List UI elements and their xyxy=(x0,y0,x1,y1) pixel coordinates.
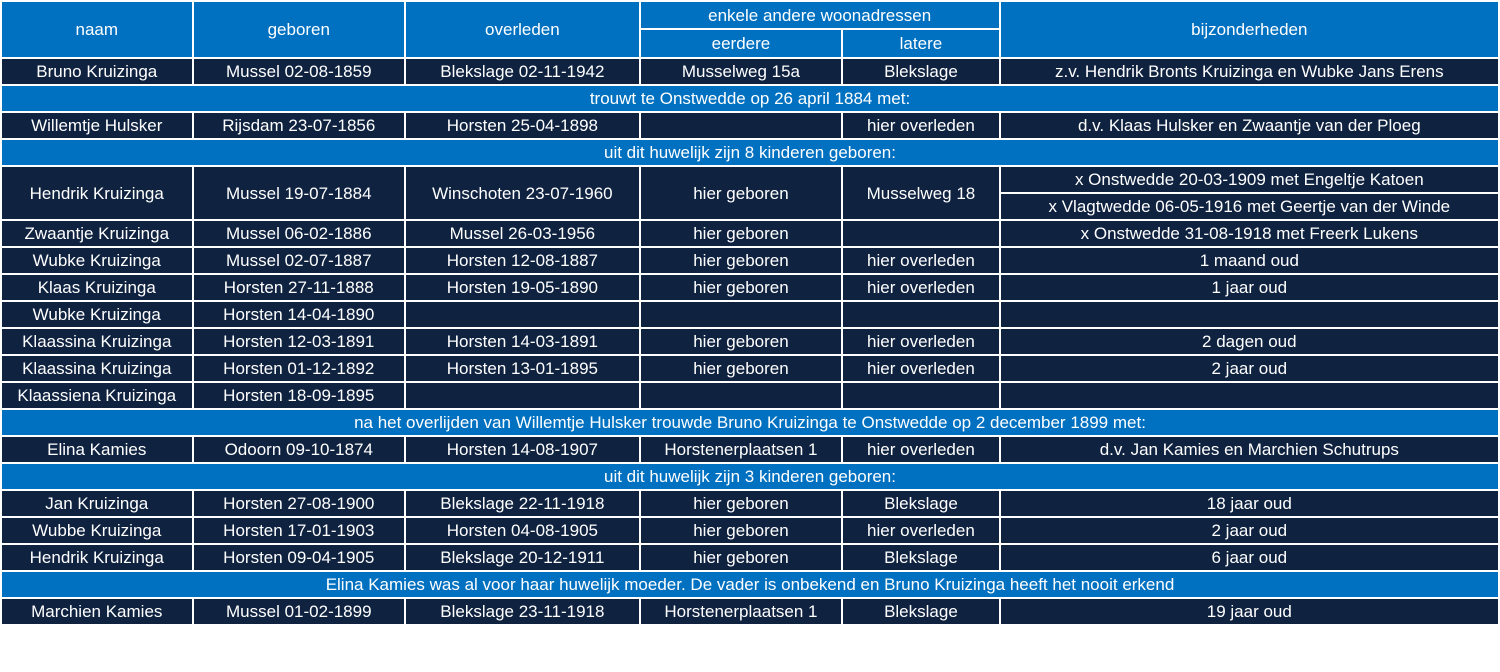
birth-cell: Mussel 02-08-1859 xyxy=(194,59,405,84)
birth-cell: Horsten 12-03-1891 xyxy=(194,329,405,354)
death-cell: Horsten 14-03-1891 xyxy=(406,329,639,354)
note-row xyxy=(2,464,1498,489)
remarks-cell: z.v. Hendrik Bronts Kruizinga en Wubke Jans Erens xyxy=(1001,59,1498,84)
death-cell: Blekslage 02-11-1942 xyxy=(406,59,639,84)
table-body xyxy=(2,59,1498,624)
later-address-cell: Blekslage xyxy=(843,599,998,624)
later-address-cell: hier overleden xyxy=(843,518,998,543)
birth-cell: Odoorn 09-10-1874 xyxy=(194,437,405,462)
person-row xyxy=(2,221,1498,246)
birth-cell: Horsten 27-11-1888 xyxy=(194,275,405,300)
earlier-address-cell: hier geboren xyxy=(641,275,842,300)
earlier-address-cell: hier geboren xyxy=(641,356,842,381)
note-text: na het overlijden van Willemtje Hulsker trouwde Bruno Kruizinga te Onstwedde op 2 december 1899 met: xyxy=(2,410,1498,435)
birth-cell: Mussel 01-02-1899 xyxy=(194,599,405,624)
remarks-cell: x Onstwedde 31-08-1918 met Freerk Lukens xyxy=(1001,221,1498,246)
later-address-cell xyxy=(843,383,998,408)
remarks-cell: 2 dagen oud xyxy=(1001,329,1498,354)
later-address-cell: hier overleden xyxy=(843,113,998,138)
person-row xyxy=(2,518,1498,543)
death-cell: Horsten 04-08-1905 xyxy=(406,518,639,543)
remarks-cell: x Vlagtwedde 06-05-1916 met Geertje van der Winde xyxy=(1001,194,1498,219)
later-address-cell: Musselweg 18 xyxy=(843,167,998,219)
later-address-cell: Blekslage xyxy=(843,59,998,84)
later-address-cell: Blekslage xyxy=(843,491,998,516)
note-row xyxy=(2,410,1498,435)
birth-cell: Horsten 27-08-1900 xyxy=(194,491,405,516)
person-row xyxy=(2,599,1498,624)
person-row xyxy=(2,329,1498,354)
later-address-cell: hier overleden xyxy=(843,329,998,354)
note-text: uit dit huwelijk zijn 3 kinderen geboren: xyxy=(2,464,1498,489)
later-address-cell xyxy=(843,221,998,246)
note-text: uit dit huwelijk zijn 8 kinderen geboren: xyxy=(2,140,1498,165)
header-latere: latere xyxy=(843,30,998,57)
person-name: Wubke Kruizinga xyxy=(2,248,192,273)
later-address-cell: hier overleden xyxy=(843,275,998,300)
birth-cell: Mussel 19-07-1884 xyxy=(194,167,405,219)
person-name: Hendrik Kruizinga xyxy=(2,167,192,219)
later-address-cell: hier overleden xyxy=(843,437,998,462)
earlier-address-cell: hier geboren xyxy=(641,167,842,219)
earlier-address-cell xyxy=(641,302,842,327)
header-woonadressen: enkele andere woonadressen xyxy=(641,2,999,28)
birth-cell: Horsten 17-01-1903 xyxy=(194,518,405,543)
header-bijzonderheden: bijzonderheden xyxy=(1001,2,1498,57)
earlier-address-cell: hier geboren xyxy=(641,545,842,570)
later-address-cell: Blekslage xyxy=(843,545,998,570)
remarks-cell xyxy=(1001,302,1498,327)
note-row xyxy=(2,86,1498,111)
earlier-address-cell: hier geboren xyxy=(641,518,842,543)
header-geboren: geboren xyxy=(194,2,405,57)
later-address-cell: hier overleden xyxy=(843,248,998,273)
person-row xyxy=(2,545,1498,570)
person-name: Klaas Kruizinga xyxy=(2,275,192,300)
note-row xyxy=(2,572,1498,597)
earlier-address-cell: hier geboren xyxy=(641,248,842,273)
death-cell: Horsten 14-08-1907 xyxy=(406,437,639,462)
remarks-cell: 19 jaar oud xyxy=(1001,599,1498,624)
later-address-cell xyxy=(843,302,998,327)
person-name: Willemtje Hulsker xyxy=(2,113,192,138)
remarks-cell xyxy=(1001,383,1498,408)
remarks-cell: 1 maand oud xyxy=(1001,248,1498,273)
person-name: Marchien Kamies xyxy=(2,599,192,624)
remarks-cell: 2 jaar oud xyxy=(1001,356,1498,381)
person-name: Bruno Kruizinga xyxy=(2,59,192,84)
remarks-cell: 18 jaar oud xyxy=(1001,491,1498,516)
person-name: Wubke Kruizinga xyxy=(2,302,192,327)
person-name: Elina Kamies xyxy=(2,437,192,462)
table-header xyxy=(2,2,1498,57)
person-name: Zwaantje Kruizinga xyxy=(2,221,192,246)
header-overleden: overleden xyxy=(406,2,639,57)
earlier-address-cell: hier geboren xyxy=(641,221,842,246)
person-row xyxy=(2,248,1498,273)
birth-cell: Horsten 14-04-1890 xyxy=(194,302,405,327)
death-cell: Horsten 25-04-1898 xyxy=(406,113,639,138)
note-text: Elina Kamies was al voor haar huwelijk moeder. De vader is onbekend en Bruno Kruizinga heeft het nooit erkend xyxy=(2,572,1498,597)
death-cell: Horsten 13-01-1895 xyxy=(406,356,639,381)
person-row xyxy=(2,356,1498,381)
death-cell: Mussel 26-03-1956 xyxy=(406,221,639,246)
birth-cell: Mussel 06-02-1886 xyxy=(194,221,405,246)
person-name: Hendrik Kruizinga xyxy=(2,545,192,570)
earlier-address-cell: Horstenerplaatsen 1 xyxy=(641,437,842,462)
death-cell: Blekslage 20-12-1911 xyxy=(406,545,639,570)
person-name: Klaassina Kruizinga xyxy=(2,356,192,381)
earlier-address-cell xyxy=(641,383,842,408)
birth-cell: Rijsdam 23-07-1856 xyxy=(194,113,405,138)
person-row xyxy=(2,59,1498,84)
death-cell: Horsten 12-08-1887 xyxy=(406,248,639,273)
earlier-address-cell: Horstenerplaatsen 1 xyxy=(641,599,842,624)
remarks-cell: d.v. Jan Kamies en Marchien Schutrups xyxy=(1001,437,1498,462)
remarks-cell: 1 jaar oud xyxy=(1001,275,1498,300)
header-naam: naam xyxy=(2,2,192,57)
person-row xyxy=(2,383,1498,408)
person-row xyxy=(2,167,1498,192)
person-row xyxy=(2,491,1498,516)
person-name: Jan Kruizinga xyxy=(2,491,192,516)
death-cell xyxy=(406,383,639,408)
death-cell: Blekslage 23-11-1918 xyxy=(406,599,639,624)
person-row xyxy=(2,437,1498,462)
death-cell: Horsten 19-05-1890 xyxy=(406,275,639,300)
person-name: Wubbe Kruizinga xyxy=(2,518,192,543)
person-name: Klaassiena Kruizinga xyxy=(2,383,192,408)
earlier-address-cell: hier geboren xyxy=(641,329,842,354)
death-cell: Winschoten 23-07-1960 xyxy=(406,167,639,219)
note-row xyxy=(2,140,1498,165)
person-name: Klaassina Kruizinga xyxy=(2,329,192,354)
remarks-cell: 6 jaar oud xyxy=(1001,545,1498,570)
later-address-cell: hier overleden xyxy=(843,356,998,381)
birth-cell: Horsten 18-09-1895 xyxy=(194,383,405,408)
header-eerdere: eerdere xyxy=(641,30,842,57)
birth-cell: Horsten 01-12-1892 xyxy=(194,356,405,381)
birth-cell: Mussel 02-07-1887 xyxy=(194,248,405,273)
person-row xyxy=(2,302,1498,327)
note-text: trouwt te Onstwedde op 26 april 1884 met: xyxy=(2,86,1498,111)
earlier-address-cell xyxy=(641,113,842,138)
birth-cell: Horsten 09-04-1905 xyxy=(194,545,405,570)
person-row xyxy=(2,275,1498,300)
remarks-cell: x Onstwedde 20-03-1909 met Engeltje Katoen xyxy=(1001,167,1498,192)
death-cell: Blekslage 22-11-1918 xyxy=(406,491,639,516)
remarks-cell: 2 jaar oud xyxy=(1001,518,1498,543)
remarks-cell: d.v. Klaas Hulsker en Zwaantje van der Ploeg xyxy=(1001,113,1498,138)
death-cell xyxy=(406,302,639,327)
person-row xyxy=(2,113,1498,138)
earlier-address-cell: hier geboren xyxy=(641,491,842,516)
earlier-address-cell: Musselweg 15a xyxy=(641,59,842,84)
